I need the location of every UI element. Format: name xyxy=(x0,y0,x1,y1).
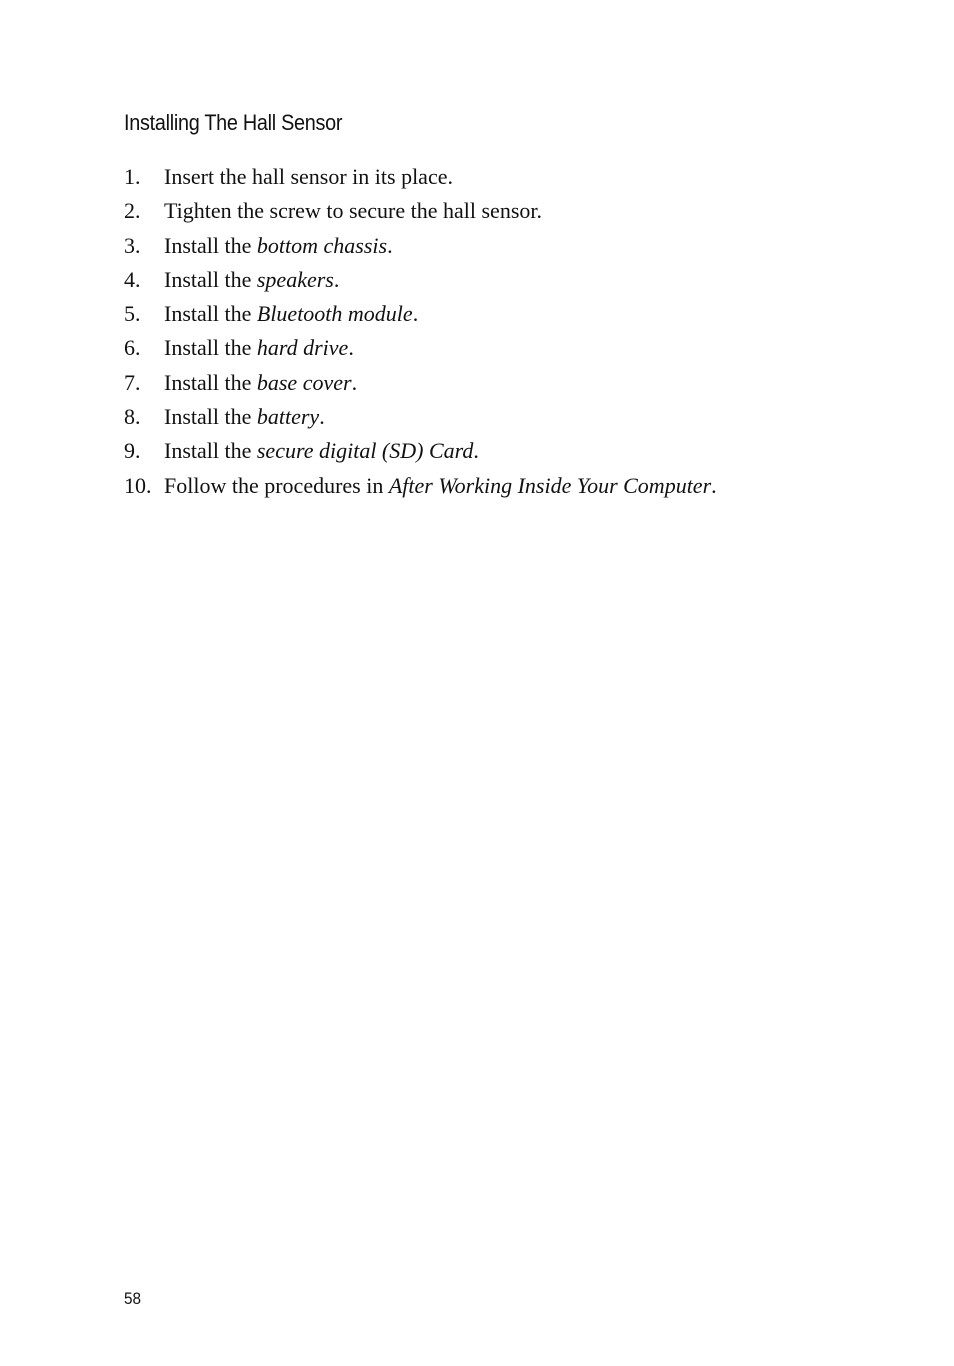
step-suffix: . xyxy=(319,404,325,430)
step-number: 9. xyxy=(124,438,141,464)
list-item xyxy=(124,469,717,503)
step-text: Tighten the screw to secure the hall sensor. xyxy=(164,198,542,224)
step-emphasis: base cover xyxy=(256,369,352,395)
step-emphasis: bottom chassis xyxy=(256,232,388,258)
step-text: Install the xyxy=(164,266,257,292)
step-suffix: . xyxy=(333,266,340,292)
step-suffix: . xyxy=(711,472,717,498)
step-number: 5. xyxy=(124,301,141,327)
step-number: 1. xyxy=(124,164,141,189)
step-emphasis: secure digital (SD) Card xyxy=(256,438,474,464)
step-emphasis: hard drive xyxy=(256,335,349,361)
step-text: Install the xyxy=(164,301,257,327)
step-number: 4. xyxy=(124,266,141,292)
step-text: Install the xyxy=(164,335,257,361)
step-number: 6. xyxy=(124,335,141,361)
step-suffix: . xyxy=(387,232,393,258)
step-number: 8. xyxy=(124,404,141,430)
step-emphasis: After Working Inside Your Computer xyxy=(388,472,712,498)
step-emphasis: battery xyxy=(256,404,320,430)
list-item xyxy=(124,194,717,228)
steps-list xyxy=(124,160,717,503)
step-emphasis: speakers xyxy=(256,266,334,292)
step-text: Install the xyxy=(164,232,257,258)
list-item xyxy=(124,434,717,468)
step-suffix: . xyxy=(473,438,479,464)
step-suffix: . xyxy=(351,369,358,395)
step-emphasis: Bluetooth module xyxy=(256,301,413,327)
step-text: Install the xyxy=(164,438,257,464)
step-text: Install the xyxy=(164,369,257,395)
list-item xyxy=(124,400,717,434)
step-number: 7. xyxy=(124,369,141,395)
step-number: 2. xyxy=(124,198,141,224)
step-text: Insert the hall sensor in its place. xyxy=(164,164,453,189)
step-suffix: . xyxy=(412,301,419,327)
section-heading: Installing The Hall Sensor xyxy=(124,110,343,135)
list-item xyxy=(124,229,717,263)
step-suffix: . xyxy=(348,335,354,361)
list-item xyxy=(124,366,717,400)
step-text: Install the xyxy=(164,404,257,430)
step-number: 10. xyxy=(124,472,152,498)
list-item xyxy=(124,297,717,331)
step-number: 3. xyxy=(124,232,141,258)
list-item xyxy=(124,263,717,297)
list-item xyxy=(124,160,717,194)
list-item xyxy=(124,331,717,365)
step-text: Follow the procedures in xyxy=(164,472,389,498)
page-number: 58 xyxy=(124,1289,142,1308)
